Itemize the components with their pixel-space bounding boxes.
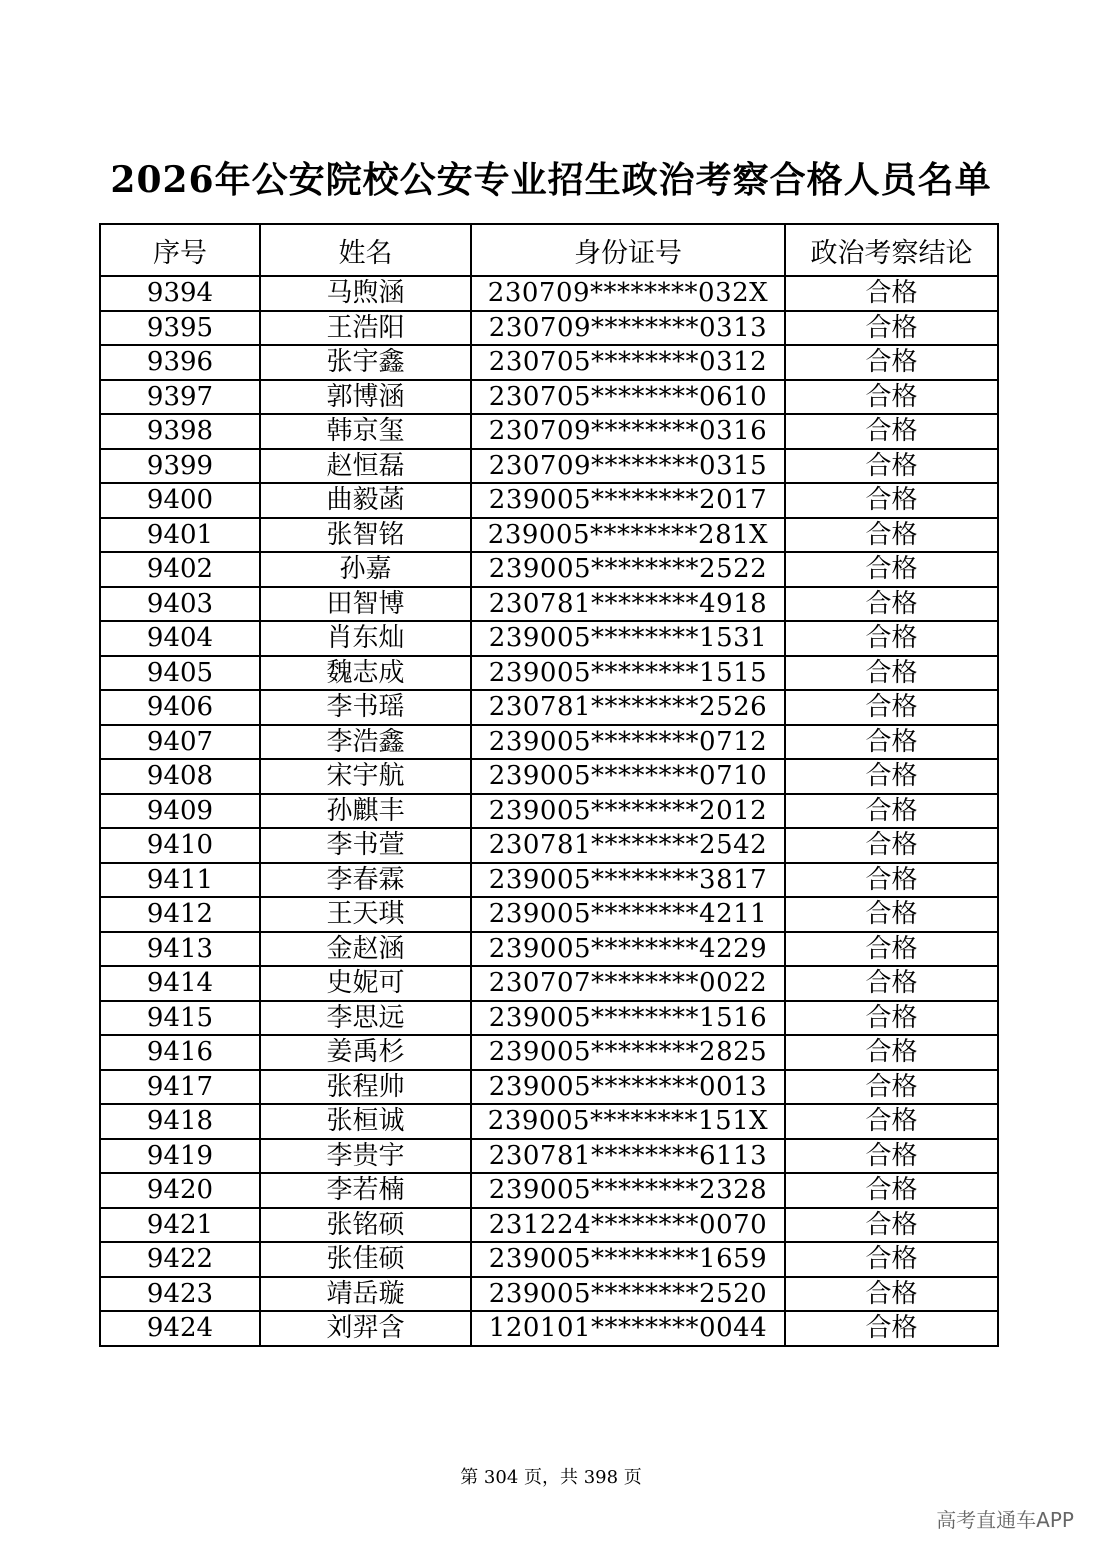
cell-conclusion: 合格 bbox=[785, 449, 998, 484]
table-row bbox=[100, 518, 998, 553]
table-row bbox=[100, 345, 998, 380]
cell-index: 9395 bbox=[100, 311, 260, 346]
cell-index: 9410 bbox=[100, 828, 260, 863]
cell-index: 9413 bbox=[100, 932, 260, 967]
cell-id-number: 239005********1515 bbox=[471, 656, 785, 691]
page-title: 2026年公安院校公安专业招生政治考察合格人员名单 bbox=[110, 159, 992, 201]
cell-id-number: 239005********3817 bbox=[471, 863, 785, 898]
cell-name: 王天琪 bbox=[260, 897, 471, 932]
cell-id-number: 231224********0070 bbox=[471, 1208, 785, 1243]
header-conclusion: 政治考察结论 bbox=[785, 224, 998, 276]
table-row bbox=[100, 656, 998, 691]
table-row bbox=[100, 1001, 998, 1036]
cell-conclusion: 合格 bbox=[785, 828, 998, 863]
table-row bbox=[100, 449, 998, 484]
table-row bbox=[100, 1070, 998, 1105]
table-row bbox=[100, 1139, 998, 1174]
cell-conclusion: 合格 bbox=[785, 863, 998, 898]
cell-id-number: 239005********281X bbox=[471, 518, 785, 553]
cell-name: 张桓诚 bbox=[260, 1104, 471, 1139]
cell-id-number: 239005********4229 bbox=[471, 932, 785, 967]
table-row bbox=[100, 276, 998, 311]
cell-conclusion: 合格 bbox=[785, 932, 998, 967]
cell-id-number: 239005********0013 bbox=[471, 1070, 785, 1105]
table-row bbox=[100, 1311, 998, 1346]
cell-conclusion: 合格 bbox=[785, 414, 998, 449]
cell-name: 孙嘉 bbox=[260, 552, 471, 587]
cell-conclusion: 合格 bbox=[785, 759, 998, 794]
cell-name: 张智铭 bbox=[260, 518, 471, 553]
table-row bbox=[100, 690, 998, 725]
cell-conclusion: 合格 bbox=[785, 483, 998, 518]
cell-conclusion: 合格 bbox=[785, 518, 998, 553]
cell-name: 刘羿含 bbox=[260, 1311, 471, 1346]
cell-id-number: 239005********2328 bbox=[471, 1173, 785, 1208]
cell-conclusion: 合格 bbox=[785, 690, 998, 725]
header-index: 序号 bbox=[100, 224, 260, 276]
cell-name: 李书萱 bbox=[260, 828, 471, 863]
cell-conclusion: 合格 bbox=[785, 656, 998, 691]
cell-conclusion: 合格 bbox=[785, 276, 998, 311]
cell-name: 田智博 bbox=[260, 587, 471, 622]
cell-index: 9421 bbox=[100, 1208, 260, 1243]
cell-index: 9414 bbox=[100, 966, 260, 1001]
cell-conclusion: 合格 bbox=[785, 1173, 998, 1208]
cell-index: 9406 bbox=[100, 690, 260, 725]
cell-index: 9394 bbox=[100, 276, 260, 311]
cell-id-number: 239005********1516 bbox=[471, 1001, 785, 1036]
table-row bbox=[100, 1277, 998, 1312]
cell-name: 马煦涵 bbox=[260, 276, 471, 311]
table-row bbox=[100, 587, 998, 622]
cell-name: 韩京玺 bbox=[260, 414, 471, 449]
cell-index: 9422 bbox=[100, 1242, 260, 1277]
cell-index: 9416 bbox=[100, 1035, 260, 1070]
cell-index: 9396 bbox=[100, 345, 260, 380]
cell-id-number: 230781********4918 bbox=[471, 587, 785, 622]
cell-index: 9401 bbox=[100, 518, 260, 553]
cell-conclusion: 合格 bbox=[785, 380, 998, 415]
cell-conclusion: 合格 bbox=[785, 966, 998, 1001]
table-row bbox=[100, 794, 998, 829]
cell-conclusion: 合格 bbox=[785, 345, 998, 380]
cell-name: 曲毅菡 bbox=[260, 483, 471, 518]
cell-name: 李思远 bbox=[260, 1001, 471, 1036]
cell-id-number: 230709********0313 bbox=[471, 311, 785, 346]
cell-conclusion: 合格 bbox=[785, 621, 998, 656]
cell-index: 9418 bbox=[100, 1104, 260, 1139]
cell-index: 9397 bbox=[100, 380, 260, 415]
cell-index: 9412 bbox=[100, 897, 260, 932]
cell-name: 张铭硕 bbox=[260, 1208, 471, 1243]
cell-conclusion: 合格 bbox=[785, 725, 998, 760]
table-row bbox=[100, 1242, 998, 1277]
cell-conclusion: 合格 bbox=[785, 311, 998, 346]
roster-table bbox=[99, 223, 999, 1347]
cell-name: 李春霖 bbox=[260, 863, 471, 898]
cell-name: 张程帅 bbox=[260, 1070, 471, 1105]
cell-index: 9407 bbox=[100, 725, 260, 760]
table-row bbox=[100, 1104, 998, 1139]
cell-index: 9423 bbox=[100, 1277, 260, 1312]
cell-index: 9400 bbox=[100, 483, 260, 518]
cell-id-number: 239005********2522 bbox=[471, 552, 785, 587]
cell-id-number: 230781********2526 bbox=[471, 690, 785, 725]
table-row bbox=[100, 828, 998, 863]
cell-name: 张宇鑫 bbox=[260, 345, 471, 380]
cell-id-number: 230781********6113 bbox=[471, 1139, 785, 1174]
cell-name: 肖东灿 bbox=[260, 621, 471, 656]
table-header-row bbox=[100, 224, 998, 276]
cell-name: 李贵宇 bbox=[260, 1139, 471, 1174]
cell-index: 9408 bbox=[100, 759, 260, 794]
cell-id-number: 230709********0316 bbox=[471, 414, 785, 449]
cell-index: 9405 bbox=[100, 656, 260, 691]
table-row bbox=[100, 552, 998, 587]
cell-conclusion: 合格 bbox=[785, 587, 998, 622]
cell-name: 赵恒磊 bbox=[260, 449, 471, 484]
cell-name: 宋宇航 bbox=[260, 759, 471, 794]
cell-name: 孙麒丰 bbox=[260, 794, 471, 829]
table-row bbox=[100, 621, 998, 656]
cell-name: 王浩阳 bbox=[260, 311, 471, 346]
cell-id-number: 239005********2825 bbox=[471, 1035, 785, 1070]
table-row bbox=[100, 1173, 998, 1208]
cell-id-number: 239005********2520 bbox=[471, 1277, 785, 1312]
header-name: 姓名 bbox=[260, 224, 471, 276]
cell-conclusion: 合格 bbox=[785, 1035, 998, 1070]
cell-id-number: 230705********0610 bbox=[471, 380, 785, 415]
table-row bbox=[100, 1035, 998, 1070]
page-number-footer: 第 304 页，共 398 页 bbox=[460, 1467, 642, 1488]
cell-index: 9404 bbox=[100, 621, 260, 656]
table-row bbox=[100, 932, 998, 967]
cell-id-number: 239005********151X bbox=[471, 1104, 785, 1139]
cell-name: 姜禹杉 bbox=[260, 1035, 471, 1070]
cell-index: 9409 bbox=[100, 794, 260, 829]
cell-conclusion: 合格 bbox=[785, 1001, 998, 1036]
table-row bbox=[100, 1208, 998, 1243]
cell-name: 金赵涵 bbox=[260, 932, 471, 967]
cell-conclusion: 合格 bbox=[785, 1208, 998, 1243]
roster-body bbox=[100, 276, 998, 1346]
cell-index: 9415 bbox=[100, 1001, 260, 1036]
cell-id-number: 230705********0312 bbox=[471, 345, 785, 380]
table-row bbox=[100, 897, 998, 932]
table-row bbox=[100, 863, 998, 898]
cell-index: 9403 bbox=[100, 587, 260, 622]
cell-index: 9420 bbox=[100, 1173, 260, 1208]
table-row bbox=[100, 725, 998, 760]
header-id-number: 身份证号 bbox=[471, 224, 785, 276]
cell-id-number: 230707********0022 bbox=[471, 966, 785, 1001]
cell-conclusion: 合格 bbox=[785, 897, 998, 932]
cell-id-number: 120101********0044 bbox=[471, 1311, 785, 1346]
cell-index: 9417 bbox=[100, 1070, 260, 1105]
cell-id-number: 239005********2012 bbox=[471, 794, 785, 829]
cell-id-number: 239005********1659 bbox=[471, 1242, 785, 1277]
cell-conclusion: 合格 bbox=[785, 1139, 998, 1174]
cell-index: 9398 bbox=[100, 414, 260, 449]
cell-id-number: 239005********0712 bbox=[471, 725, 785, 760]
cell-id-number: 239005********4211 bbox=[471, 897, 785, 932]
table-row bbox=[100, 759, 998, 794]
cell-id-number: 230709********032X bbox=[471, 276, 785, 311]
cell-index: 9399 bbox=[100, 449, 260, 484]
cell-name: 李书瑶 bbox=[260, 690, 471, 725]
cell-index: 9424 bbox=[100, 1311, 260, 1346]
table-row bbox=[100, 966, 998, 1001]
cell-index: 9411 bbox=[100, 863, 260, 898]
cell-name: 李浩鑫 bbox=[260, 725, 471, 760]
cell-conclusion: 合格 bbox=[785, 794, 998, 829]
table-row bbox=[100, 414, 998, 449]
cell-index: 9419 bbox=[100, 1139, 260, 1174]
cell-id-number: 239005********0710 bbox=[471, 759, 785, 794]
cell-conclusion: 合格 bbox=[785, 552, 998, 587]
cell-name: 张佳硕 bbox=[260, 1242, 471, 1277]
cell-conclusion: 合格 bbox=[785, 1104, 998, 1139]
cell-id-number: 230709********0315 bbox=[471, 449, 785, 484]
cell-conclusion: 合格 bbox=[785, 1277, 998, 1312]
cell-name: 李若楠 bbox=[260, 1173, 471, 1208]
table-row bbox=[100, 311, 998, 346]
cell-name: 魏志成 bbox=[260, 656, 471, 691]
watermark: 高考直通车APP bbox=[936, 1508, 1074, 1532]
cell-id-number: 239005********2017 bbox=[471, 483, 785, 518]
table-row bbox=[100, 380, 998, 415]
cell-conclusion: 合格 bbox=[785, 1311, 998, 1346]
cell-id-number: 230781********2542 bbox=[471, 828, 785, 863]
cell-name: 史妮可 bbox=[260, 966, 471, 1001]
table-row bbox=[100, 483, 998, 518]
cell-conclusion: 合格 bbox=[785, 1242, 998, 1277]
cell-index: 9402 bbox=[100, 552, 260, 587]
cell-name: 郭博涵 bbox=[260, 380, 471, 415]
cell-conclusion: 合格 bbox=[785, 1070, 998, 1105]
cell-name: 靖岳璇 bbox=[260, 1277, 471, 1312]
cell-id-number: 239005********1531 bbox=[471, 621, 785, 656]
